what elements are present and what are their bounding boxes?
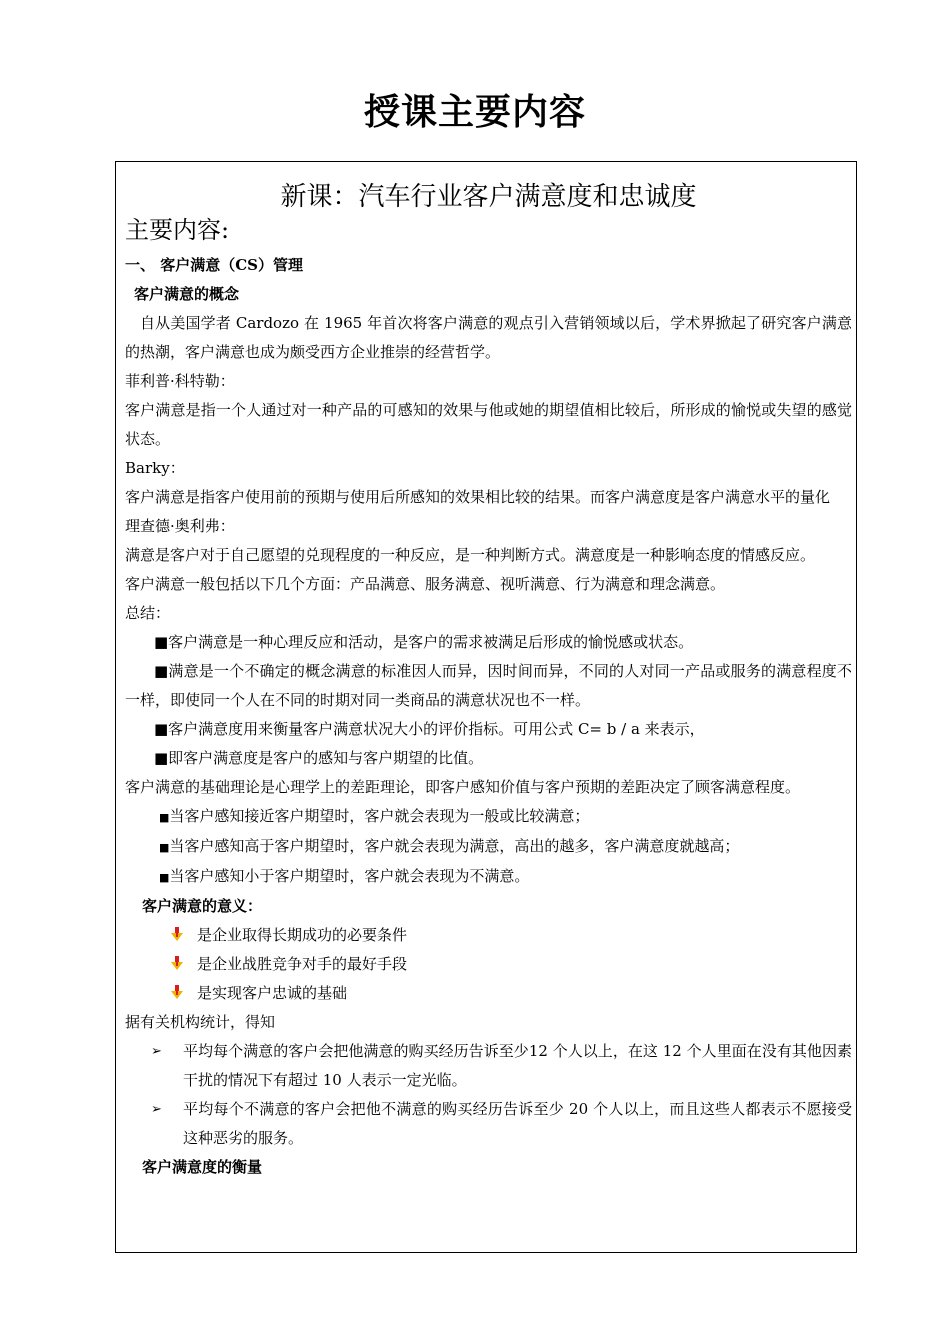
intro-paragraph: 自从美国学者 Cardozo 在 1965 年首次将客户满意的观点引入营销领域以后，学术界掀起了研究客户满意的热潮，客户满意也成为颇受西方企业推崇的经营哲学。 — [125, 314, 852, 361]
gap-item-text: 当客户感知接近客户期望时，客户就会表现为一般或比较满意； — [169, 807, 590, 825]
significance-item-text: 是企业战胜竞争对手的最好手段 — [197, 955, 408, 973]
arrow-down-bullet-icon — [171, 985, 183, 999]
barky-definition: 客户满意是指客户使用前的预期与使用后所感知的效果相比较的结果。而客户满意度是客户满意水平的量化 — [125, 488, 831, 506]
aspects-paragraph: 客户满意一般包括以下几个方面：产品满意、服务满意、视听满意、行为满意和理念满意。 — [125, 575, 726, 593]
arrow-bullet-icon: ➢ — [151, 1102, 162, 1117]
oliver-name: 理查德·奥利弗： — [125, 517, 235, 535]
gap-theory-paragraph: 客户满意的基础理论是心理学上的差距理论，即客户感知价值与客户预期的差距决定了顾客满意程度。 — [125, 778, 801, 796]
gap-item — [125, 862, 852, 892]
kotler-definition: 客户满意是指一个人通过对一种产品的可感知的效果与他或她的期望值相比较后，所形成的愉悦或失望的感觉状态。 — [125, 401, 852, 448]
oliver-definition: 满意是客户对于自己愿望的兑现程度的一种反应，是一种判断方式。满意度是一种影响态度的情感反应。 — [125, 546, 816, 564]
concept-heading: 客户满意的概念 — [134, 285, 240, 303]
lesson-title: 新课：汽车行业客户满意度和忠诚度 — [280, 182, 697, 212]
section1-heading: 一、 客户满意（CS）管理 — [125, 256, 303, 274]
significance-item — [125, 921, 852, 950]
stats-item — [125, 1095, 852, 1153]
square-bullet-icon: ■ — [159, 871, 170, 884]
gap-item — [125, 802, 852, 832]
stats-intro: 据有关机构统计，得知 — [125, 1013, 276, 1031]
stats-item-text: 平均每个满意的客户会把他满意的购买经历告诉至少12 个人以上，在这 12 个人里面在没有其他因素干扰的情况下有超过 10 人表示一定光临。 — [183, 1042, 852, 1089]
gap-item — [125, 832, 852, 862]
significance-item — [125, 979, 852, 1008]
significance-item-text: 是实现客户忠诚的基础 — [197, 984, 348, 1002]
square-bullet-icon: ■ — [159, 811, 170, 824]
kotler-name: 菲利普·科特勒： — [125, 372, 235, 390]
measure-heading: 客户满意度的衡量 — [142, 1158, 263, 1176]
content-body — [125, 162, 852, 1182]
summary-item: ■即客户满意度是客户的感知与客户期望的比值。 — [154, 749, 484, 767]
square-bullet-icon: ■ — [159, 841, 170, 854]
arrow-down-bullet-icon — [171, 927, 183, 941]
stats-item-text: 平均每个不满意的客户会把他不满意的购买经历告诉至少 20 个人以上，而且这些人都表示不愿接受这种恶劣的服务。 — [183, 1100, 852, 1147]
content-frame — [115, 161, 857, 1253]
gap-item-text: 当客户感知小于客户期望时，客户就会表现为不满意。 — [169, 867, 530, 885]
summary-label: 总结： — [125, 604, 171, 622]
significance-heading: 客户满意的意义： — [142, 897, 263, 915]
barky-name: Barky： — [125, 459, 185, 477]
arrow-down-bullet-icon — [171, 956, 183, 970]
main-content-label: 主要内容: — [125, 216, 230, 244]
significance-item-text: 是企业取得长期成功的必要条件 — [197, 926, 408, 944]
gap-item-text: 当客户感知高于客户期望时，客户就会表现为满意，高出的越多，客户满意度就越高； — [169, 837, 740, 855]
summary-item: ■满意是一个不确定的概念满意的标准因人而异，因时间而异，不同的人对同一产品或服务的满意程度不一样，即使同一个人在不同的时期对同一类商品的满意状况也不一样。 — [125, 662, 852, 709]
significance-item — [125, 950, 852, 979]
summary-item: ■客户满意度用来衡量客户满意状况大小的评价指标。可用公式 C= b / a 来表示， — [154, 720, 705, 738]
summary-item: ■客户满意是一种心理反应和活动，是客户的需求被满足后形成的愉悦感或状态。 — [154, 633, 694, 651]
page-title: 授课主要内容 — [363, 91, 586, 133]
arrow-bullet-icon: ➢ — [151, 1044, 162, 1059]
stats-item — [125, 1037, 852, 1095]
